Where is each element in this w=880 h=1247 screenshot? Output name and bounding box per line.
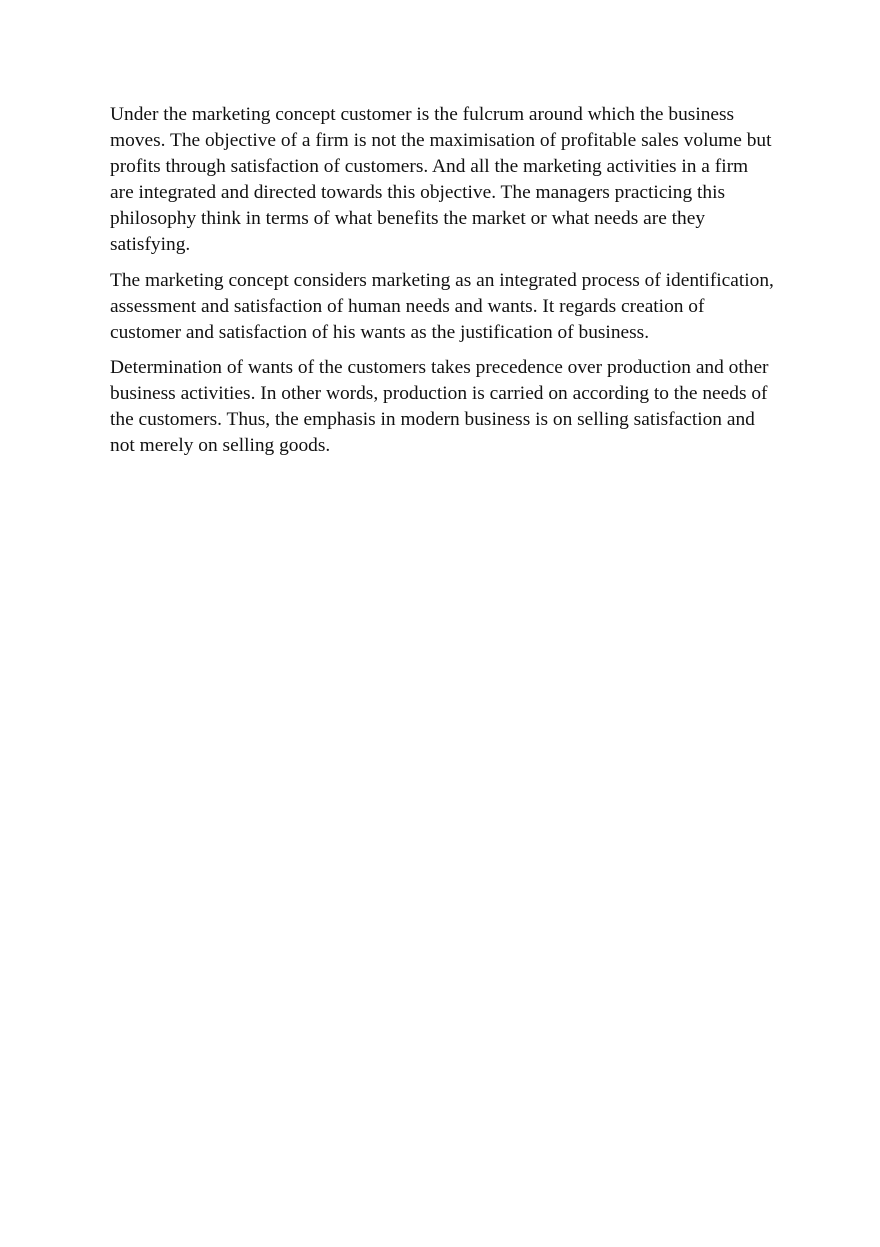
paragraph-3: Determination of wants of the customers takes precedence over production and other business activities. In other words, production is carried on according to the needs of the customers. Thus, the emphasis in modern business is on selling satisfaction and not merely on selling goods. <box>110 356 769 457</box>
paragraph-2: The marketing concept considers marketing as an integrated process of identification, assessment and satisfaction of human needs and wants. It regards creation of customer and satisfaction of his wants as the justification of business. <box>110 269 774 343</box>
document-page <box>110 102 775 468</box>
paragraph-1: Under the marketing concept customer is the fulcrum around which the business moves. The objective of a firm is not the maximisation of profitable sales volume but profits through satisfaction of customers. And all the marketing activities in a firm are integrated and directed towards this objective. The managers practicing this philosophy think in terms of what benefits the market or what needs are they satisfying. <box>110 104 772 256</box>
